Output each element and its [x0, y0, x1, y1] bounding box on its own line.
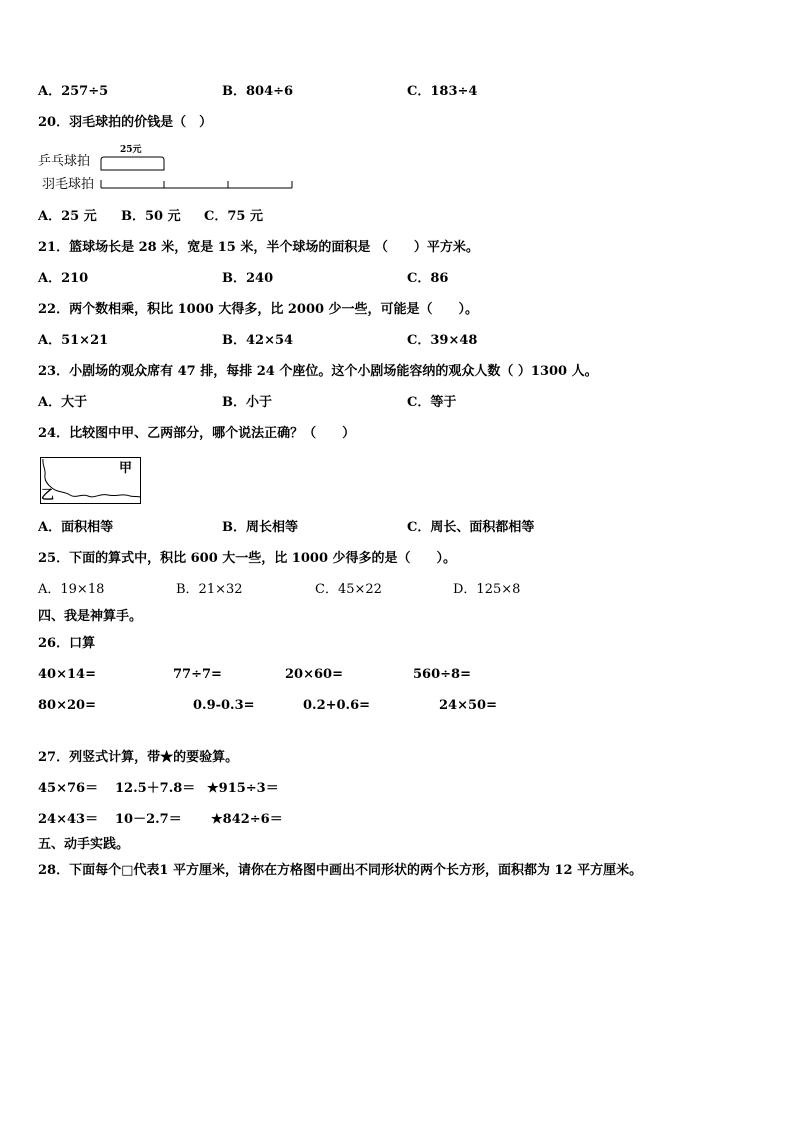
- q26-item: 560÷8=: [413, 667, 471, 682]
- section-5-heading: 五、动手实践。: [38, 837, 130, 852]
- q21-option-c: C．86: [407, 271, 449, 286]
- q20-stem: 20．羽毛球拍的价钱是（ ）: [38, 115, 213, 130]
- q26-item: 80×20=: [38, 698, 96, 713]
- q26-stem: 26．口算: [38, 636, 96, 651]
- q19-option-a: A．257÷5: [38, 84, 109, 99]
- q22-option-a: A．51×21: [38, 333, 109, 348]
- q27-item: ★842÷6＝: [211, 812, 283, 827]
- q20-price-label: 25元: [120, 145, 142, 155]
- q24-label-yi: 乙: [41, 488, 55, 503]
- q23-option-c: C．等于: [407, 395, 457, 410]
- q20-option-c: C．75 元: [204, 209, 263, 224]
- q24-option-b: B．周长相等: [222, 520, 298, 535]
- q25-option-b: B．21×32: [176, 582, 243, 597]
- q22-option-c: C．39×48: [407, 333, 478, 348]
- q27-item: 10－2.7＝: [115, 812, 182, 827]
- q21-option-b: B．240: [222, 271, 274, 286]
- q26-item: 0.9-0.3=: [193, 698, 255, 713]
- q27-item: 12.5＋7.8＝: [115, 781, 196, 796]
- q20-label-pingpong: 乒乓球拍: [38, 154, 91, 169]
- q26-item: 40×14=: [38, 667, 96, 682]
- q21-stem: 21．篮球场长是 28 米，宽是 15 米，半个球场的面积是 （ ）平方米。: [38, 240, 479, 255]
- q23-option-b: B．小于: [222, 395, 272, 410]
- q26-item: 77÷7=: [173, 667, 222, 682]
- q26-item: 24×50=: [439, 698, 497, 713]
- q19-option-b: B．804÷6: [222, 84, 294, 99]
- q27-stem: 27．列竖式计算，带★的要验算。: [38, 750, 239, 765]
- q22-stem: 22．两个数相乘，积比 1000 大得多，比 2000 少一些，可能是（ ）。: [38, 302, 479, 317]
- q28-stem: 28．下面每个□代表1 平方厘米，请你在方格图中画出不同形状的两个长方形，面积都为 12 平方厘米。: [38, 863, 643, 878]
- q26-item: 0.2+0.6=: [303, 698, 371, 713]
- section-4-heading: 四、我是神算手。: [38, 609, 143, 624]
- q22-option-b: B．42×54: [222, 333, 294, 348]
- q24-option-a: A．面积相等: [38, 520, 114, 535]
- q23-stem: 23．小剧场的观众席有 47 排，每排 24 个座位。这个小剧场能容纳的观众人数（ ）1300 人。: [38, 364, 598, 379]
- q25-option-c: C．45×22: [315, 582, 382, 597]
- q21-option-a: A．210: [38, 271, 89, 286]
- q20-option-a: A．25 元: [38, 209, 97, 224]
- q25-option-d: D．125×8: [453, 582, 521, 597]
- q27-item: 24×43＝: [38, 812, 99, 827]
- q27-item: ★915÷3＝: [207, 781, 279, 796]
- q26-item: 20×60=: [285, 667, 343, 682]
- q20-label-badminton: 羽毛球拍: [42, 177, 95, 192]
- q20-segment-diagram: [98, 150, 298, 194]
- q19-option-c: C．183÷4: [407, 84, 478, 99]
- q24-option-c: C．周长、面积都相等: [407, 520, 535, 535]
- q24-stem: 24．比较图中甲、乙两部分，哪个说法正确？（ ）: [38, 426, 356, 441]
- q23-option-a: A．大于: [38, 395, 88, 410]
- q25-option-a: A．19×18: [38, 582, 105, 597]
- q24-label-jia: 甲: [119, 461, 133, 476]
- q27-item: 45×76＝: [38, 781, 99, 796]
- q20-option-b: B．50 元: [121, 209, 181, 224]
- q25-stem: 25．下面的算式中，积比 600 大一些，比 1000 少得多的是（ ）。: [38, 551, 457, 566]
